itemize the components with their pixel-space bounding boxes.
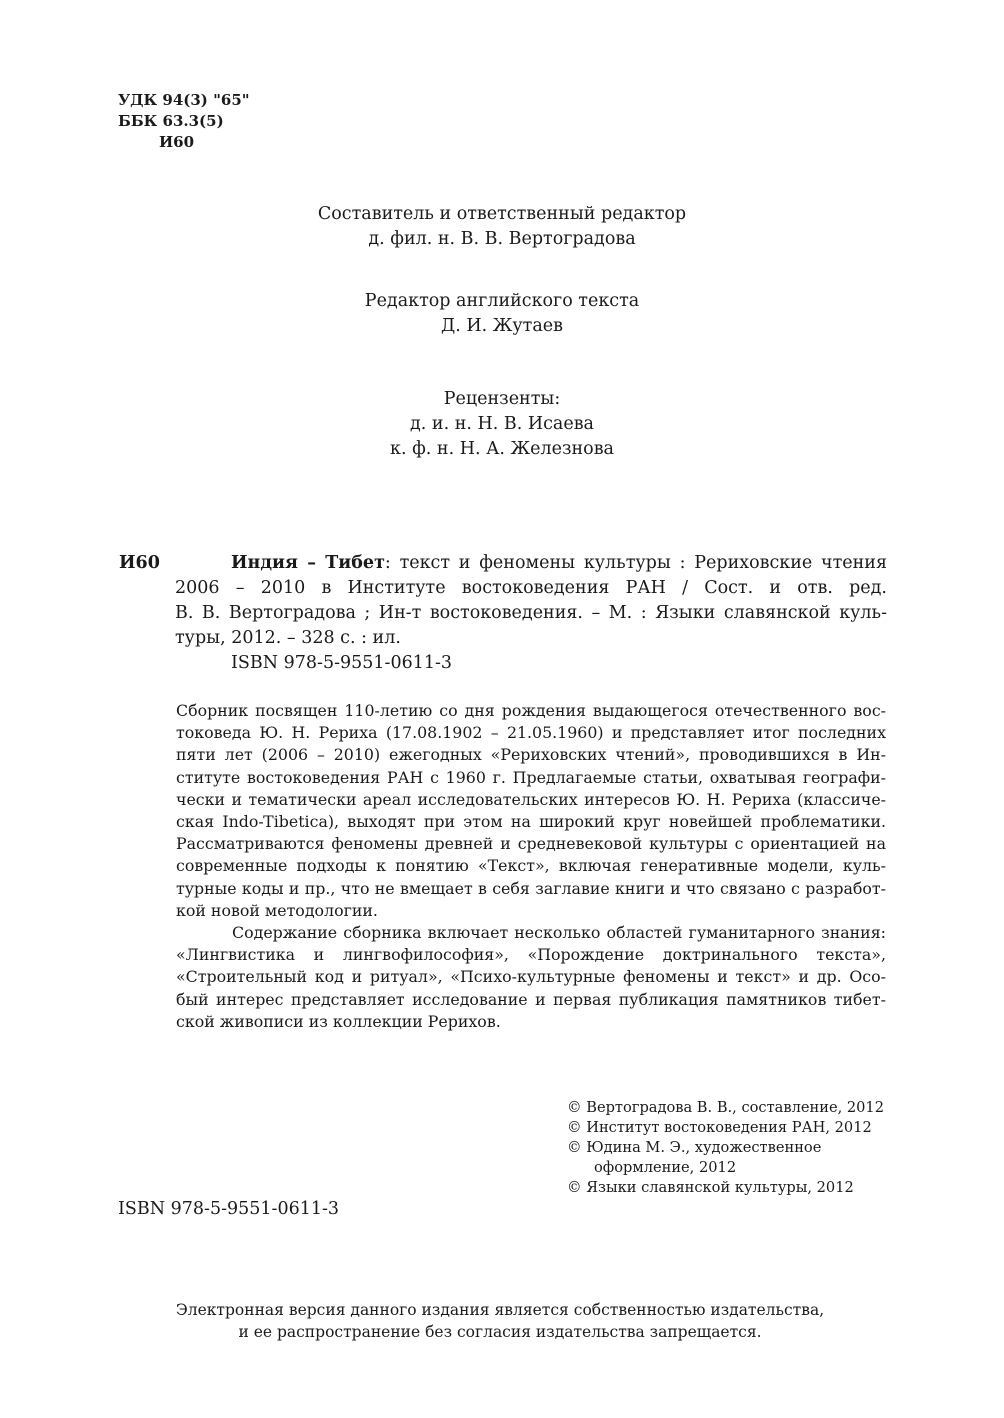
english-editor-credit	[200, 289, 804, 339]
annotation-line: ская Indo-Tibetica), выходят при этом на широкий круг новейшей проблематики.	[176, 812, 886, 832]
notice-line-1: Электронная версия данного издания является собственностью издательства,	[175, 1301, 825, 1319]
entry-isbn: ISBN 978-5-9551-0611-3	[231, 653, 453, 673]
annotation-line: турные коды и пр., что не вмещает в себя заглавие книги и что связано с разработ-	[176, 878, 886, 898]
annotation-line: бый интерес представляет исследование и первая публикация памятников тибет-	[176, 989, 886, 1009]
annotation-line: токоведа Ю. Н. Рериха (17.08.1902 – 21.05.1960) и представляет итог последних	[176, 723, 886, 743]
copyright-block	[567, 1098, 884, 1198]
annotation-line: пяти лет (2006 – 2010) ежегодных «Рериховских чтений», проводившихся в Ин-	[176, 745, 886, 765]
annotation-line: «Лингвистика и лингвофилософия», «Порождение доктринального текста»,	[176, 945, 886, 965]
entry-line-1	[175, 551, 887, 576]
reviewer-2: к. ф. н. Н. А. Железнова	[390, 439, 614, 459]
compiler-credit	[200, 202, 804, 252]
reviewers-credit	[200, 387, 804, 462]
bibliographic-entry	[175, 551, 887, 676]
annotation	[176, 700, 886, 1033]
bbk-code: ББК 63.3(5)	[118, 112, 224, 130]
entry-line-2: 2006 – 2010 в Институте востоковедения РАН / Сост. и отв. ред.	[175, 578, 887, 598]
annotation-line: ституте востоковедения РАН с 1960 г. Предлагаемые статьи, охватывая географи-	[176, 767, 886, 787]
copyright-line: © Юдина М. Э., художественное	[567, 1139, 822, 1156]
notice-line-2: и ее распространение без согласия издательства запрещается.	[238, 1323, 762, 1341]
isbn-bottom: ISBN 978-5-9551-0611-3	[118, 1199, 340, 1219]
copyright-line: © Институт востоковедения РАН, 2012	[567, 1119, 872, 1136]
entry-line-4: туры, 2012. – 328 с. : ил.	[175, 628, 401, 648]
annotation-line: кой новой методологии.	[176, 900, 378, 920]
book-title: Индия – Тибет	[231, 553, 385, 573]
annotation-line: современные подходы к понятию «Текст», включая генеративные модели, куль-	[176, 856, 886, 876]
copyright-line: © Языки славянской культуры, 2012	[567, 1179, 854, 1196]
reviewer-1: д. и. н. Н. В. Исаева	[410, 414, 594, 434]
compiler-role: Составитель и ответственный редактор	[317, 204, 687, 224]
annotation-line: чески и тематически ареал исследовательских интересов Ю. Н. Рериха (классиче-	[176, 789, 886, 809]
annotation-line: «Строительный код и ритуал», «Психо-культурные феномены и текст» и др. Осо-	[176, 967, 886, 987]
entry-line-3: В. В. Вертоградова ; Ин-т востоковедения. – М. : Языки славянской куль-	[175, 603, 887, 623]
annotation-line: Содержание сборника включает несколько областей гуманитарного знания:	[232, 923, 886, 943]
annotation-line: ской живописи из коллекции Рерихов.	[176, 1011, 501, 1031]
annotation-line: Сборник посвящен 110-летию со дня рождения выдающегося отечественного вос-	[176, 701, 886, 720]
copyright-line: © Вертоградова В. В., составление, 2012	[567, 1099, 884, 1116]
entry-code: И60	[119, 553, 160, 573]
udk-code: УДК 94(3) "65"	[118, 91, 250, 109]
reviewers-heading: Рецензенты:	[443, 389, 561, 409]
compiler-name: д. фил. н. В. В. Вертоградова	[368, 229, 636, 249]
electronic-version-notice	[150, 1299, 850, 1343]
author-mark: И60	[159, 133, 195, 151]
english-editor-role: Редактор английского текста	[364, 291, 640, 311]
annotation-line: Рассматриваются феномены древней и средневековой культуры с ориентацией на	[176, 834, 886, 854]
copyright-line-continuation: оформление, 2012	[594, 1159, 737, 1176]
entry-subtitle: : текст и феномены культуры : Рериховские чтения	[384, 553, 887, 573]
english-editor-name: Д. И. Жутаев	[440, 316, 564, 336]
classification-codes	[118, 90, 250, 153]
